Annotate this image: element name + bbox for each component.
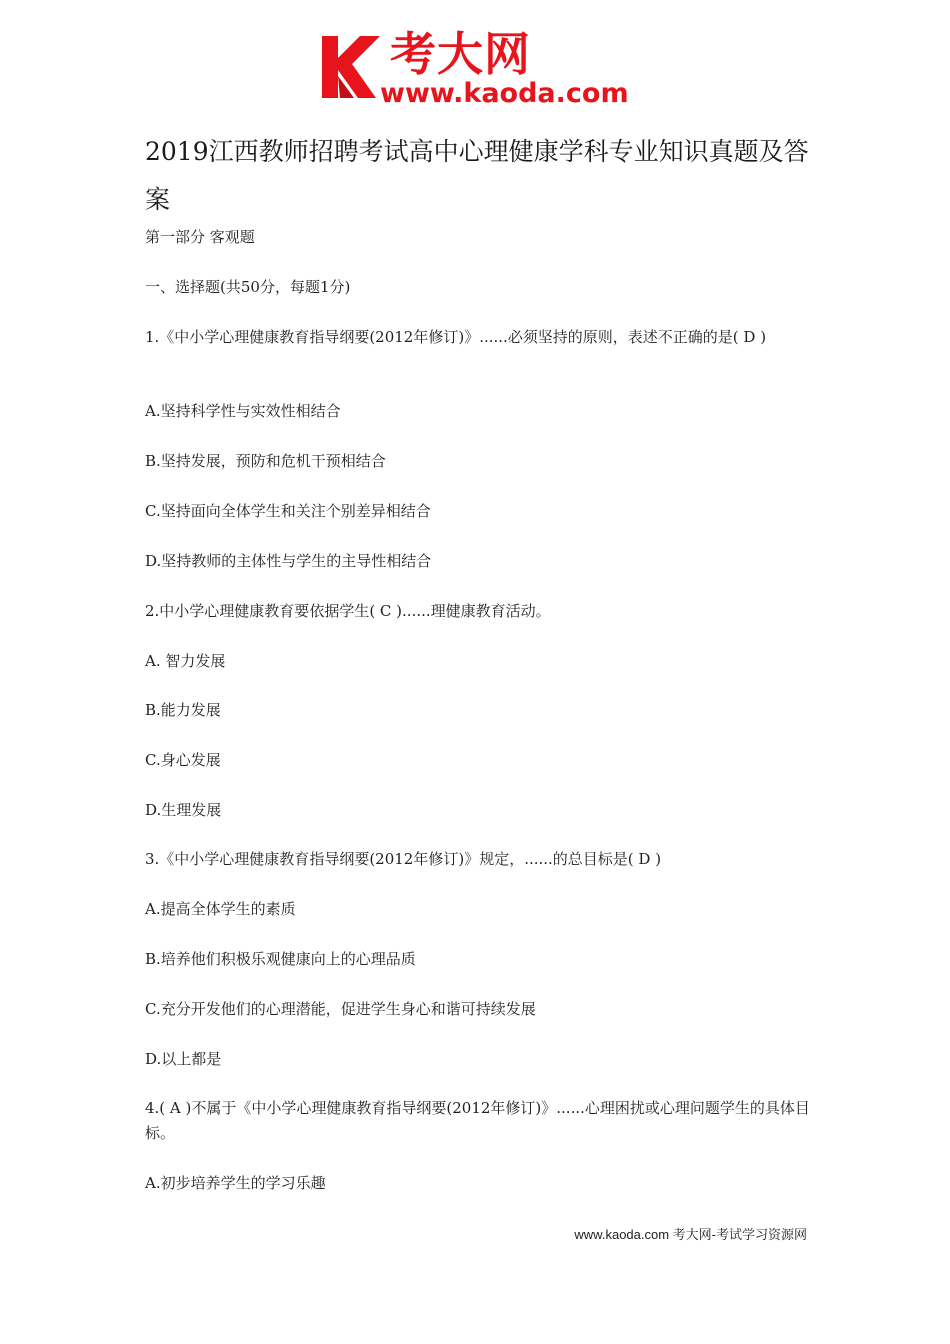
part-heading: 第一部分 客观题 (145, 228, 255, 246)
logo-brand-cn: 考大网 (390, 27, 531, 81)
question-2-stem: 2.中小学心理健康教育要依据学生( C )......理健康教育活动。 (145, 602, 551, 620)
question-3-stem: 3.《中小学心理健康教育指导纲要(2012年修订)》规定，......的总目标是( D ) (145, 850, 662, 868)
kaoda-logo (318, 28, 640, 110)
k-logo-icon (318, 28, 388, 100)
question-3-option-d: D.以上都是 (145, 1050, 222, 1068)
question-1-option-d: D.坚持教师的主体性与学生的主导性相结合 (145, 552, 432, 570)
question-2-option-c: C.身心发展 (145, 751, 221, 769)
question-3-option-c: C.充分开发他们的心理潜能，促进学生身心和谐可持续发展 (145, 1000, 536, 1018)
question-1-option-c: C.坚持面向全体学生和关注个别差异相结合 (145, 502, 431, 520)
question-1-option-a: A.坚持科学性与实效性相结合 (145, 402, 341, 420)
section-heading: 一、选择题(共50分，每题1分) (145, 278, 351, 296)
logo-brand-url: www.kaoda.com (380, 78, 629, 109)
question-1-option-b: B.坚持发展，预防和危机干预相结合 (145, 452, 386, 470)
document-title: 2019江西教师招聘考试高中心理健康学科专业知识真题及答案 (145, 137, 809, 214)
question-4-stem: 4.( A )不属于《中小学心理健康教育指导纲要(2012年修订)》......心理困扰或心理问题学生的具体目标。 (145, 1099, 810, 1142)
question-2-option-d: D.生理发展 (145, 801, 222, 819)
question-3-option-a: A.提高全体学生的素质 (145, 900, 296, 918)
question-1-stem: 1.《中小学心理健康教育指导纲要(2012年修订)》......必须坚持的原则，表述不正确的是( D ) (145, 328, 767, 346)
page-footer: www.kaoda.com 考大网-考试学习资源网 (574, 1227, 807, 1242)
question-3-option-b: B.培养他们积极乐观健康向上的心理品质 (145, 950, 416, 968)
question-4-option-a: A.初步培养学生的学习乐趣 (145, 1174, 326, 1192)
question-2-option-b: B.能力发展 (145, 701, 221, 719)
question-2-option-a: A. 智力发展 (145, 652, 226, 670)
